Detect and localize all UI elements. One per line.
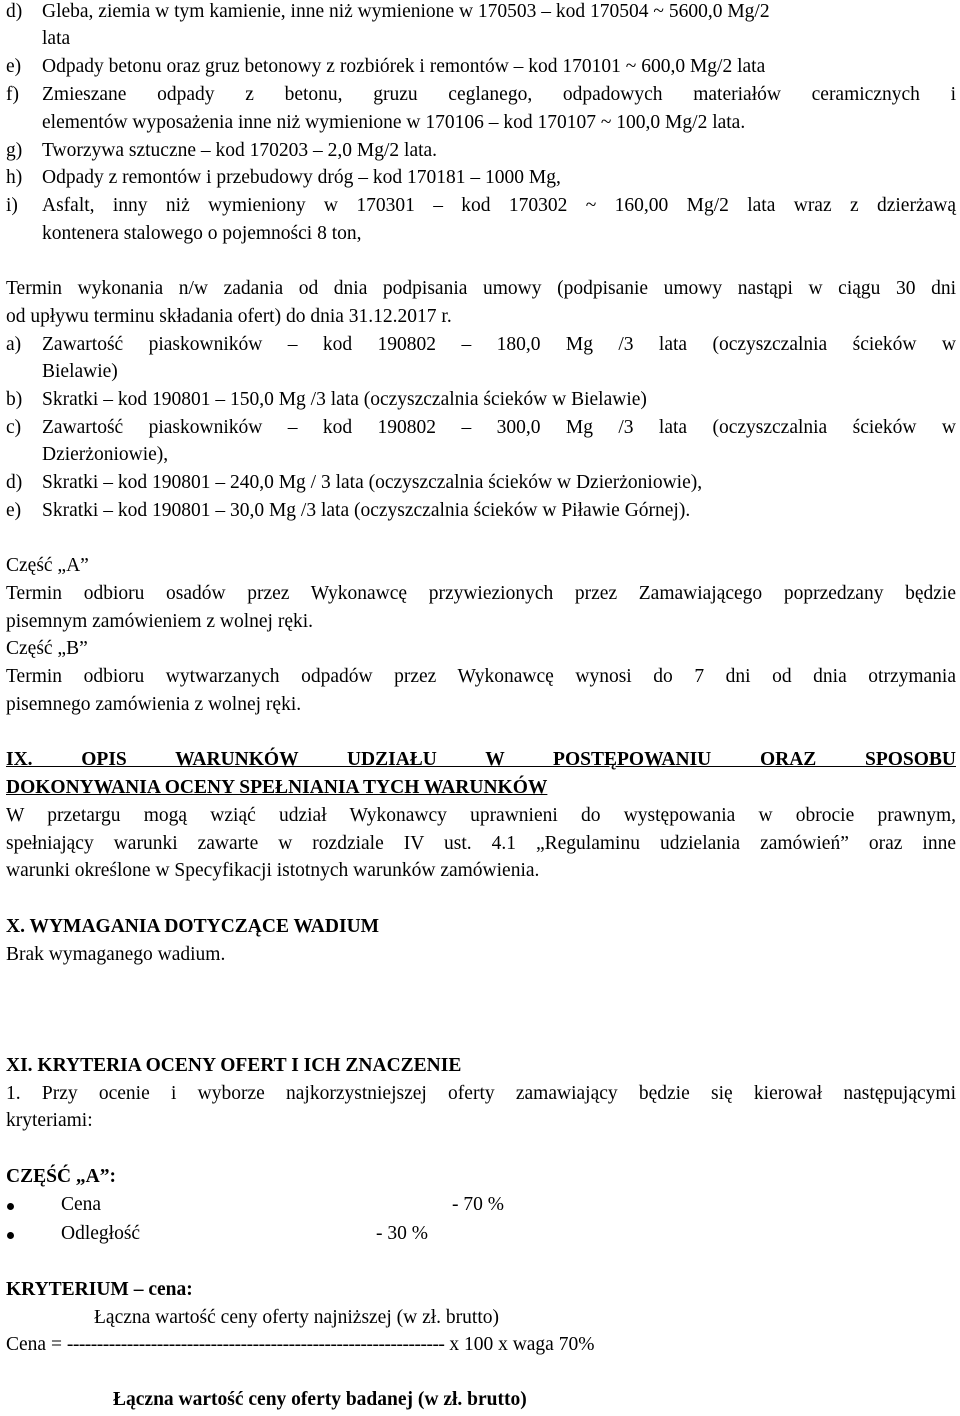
list-item-label: b)	[6, 389, 23, 410]
criterion-name: Odległość	[61, 1223, 141, 1244]
czesc-a-title: Część „A”	[6, 555, 89, 576]
list-item-text: Skratki – kod 190801 – 240,0 Mg / 3 lata (oczyszczalnia ścieków w Dzierżoniowie),	[42, 472, 703, 493]
list-item-text: Odpady z remontów i przebudowy dróg – kod 170181 – 1000 Mg,	[42, 167, 561, 188]
kryterium-title: KRYTERIUM – cena:	[6, 1279, 193, 1300]
termin-line: Termin wykonania n/w zadania od dnia podpisania umowy (podpisanie umowy nastąpi w ciągu 30 dni	[6, 278, 956, 299]
list-item-text: Skratki – kod 190801 – 30,0 Mg /3 lata (oczyszczalnia ścieków w Piławie Górnej).	[42, 500, 691, 521]
section-9-heading: IX. OPIS WARUNKÓW UDZIAŁU W POSTĘPOWANIU ORAZ SPOSOBU	[6, 749, 956, 770]
bullet-icon	[7, 1203, 14, 1210]
criterion-weight: - 70 %	[452, 1194, 504, 1215]
list-item-text: Asfalt, inny niż wymieniony w 170301 – kod 170302 ~ 160,00 Mg/2 lata wraz z dzierżawą	[42, 195, 956, 216]
section-9-text: warunki określone w Specyfikacji istotnych warunków zamówienia.	[6, 860, 540, 881]
list-item-text: Zmieszane odpady z betonu, gruzu ceglanego, odpadowych materiałów ceramicznych i	[42, 84, 956, 105]
list-item-label: d)	[6, 472, 23, 493]
list-item-label: f)	[6, 84, 19, 105]
section-11-text: 1. Przy ocenie i wyborze najkorzystniejszej oferty zamawiający będzie się kierował następującymi	[6, 1083, 956, 1104]
czesc-a-text: Termin odbioru osadów przez Wykonawcę przywiezionych przez Zamawiającego poprzedzany będzie	[6, 583, 956, 604]
czesc-b-text: Termin odbioru wytwarzanych odpadów przez Wykonawcę wynosi do 7 dni od dnia otrzymania	[6, 666, 956, 687]
czesc-b-title: Część „B”	[6, 638, 88, 659]
list-item-text: elementów wyposażenia inne niż wymienione w 170106 – kod 170107 ~ 100,0 Mg/2 lata.	[42, 112, 746, 133]
section-9-text: W przetargu mogą wziąć udział Wykonawcy uprawnieni do występowania w obrocie prawnym,	[6, 805, 956, 826]
list-item-text: Zawartość piaskowników – kod 190802 – 180,0 Mg /3 lata (oczyszczalnia ścieków w	[42, 334, 956, 355]
formula-line	[6, 1331, 594, 1359]
list-item-label: c)	[6, 417, 22, 438]
list-item-label: d)	[6, 1, 23, 22]
termin-line: od upływu terminu składania ofert) do dnia 31.12.2017 r.	[6, 306, 452, 327]
list-item-text: lata	[42, 28, 71, 49]
section-9-heading: DOKONYWANIA OCENY SPEŁNIANIA TYCH WARUNKÓW	[6, 777, 548, 798]
list-item-text: Gleba, ziemia w tym kamienie, inne niż wymienione w 170503 – kod 170504 ~ 5600,0 Mg/2	[42, 1, 770, 22]
formula-fraction-bar: ---------------------------------------------------------------	[66, 1334, 445, 1355]
formula-denominator: Łączna wartość ceny oferty badanej (w zł. brutto)	[113, 1389, 527, 1410]
list-item-label: h)	[6, 167, 23, 188]
formula-left: Cena =	[6, 1334, 67, 1355]
list-item-label: e)	[6, 56, 22, 77]
list-item-text: Bielawie)	[42, 361, 118, 382]
section-10-heading: X. WYMAGANIA DOTYCZĄCE WADIUM	[6, 916, 380, 937]
list-item-label: i)	[6, 195, 18, 216]
czesc-a-criteria-title: CZĘŚĆ „A”:	[6, 1166, 116, 1187]
section-11-text: kryteriami:	[6, 1110, 93, 1131]
list-item-label: e)	[6, 500, 22, 521]
list-item-label: g)	[6, 140, 23, 161]
list-item-text: kontenera stalowego o pojemności 8 ton,	[42, 223, 362, 244]
section-11-heading: XI. KRYTERIA OCENY OFERT I ICH ZNACZENIE	[6, 1055, 462, 1076]
list-item-text: Tworzywa sztuczne – kod 170203 – 2,0 Mg/2 lata.	[42, 140, 438, 161]
list-item-text: Odpady betonu oraz gruz betonowy z rozbiórek i remontów – kod 170101 ~ 600,0 Mg/2 lata	[42, 56, 766, 77]
formula-right: x 100 x waga 70%	[444, 1334, 595, 1355]
criterion-weight: - 30 %	[376, 1223, 428, 1244]
section-9-text: spełniający warunki zawarte w rozdziale IV ust. 4.1 „Regulaminu udzielania zamówień” oraz inne	[6, 833, 956, 854]
czesc-b-text: pisemnego zamówienia z wolnej ręki.	[6, 694, 302, 715]
list-item-label: a)	[6, 334, 22, 355]
czesc-a-text: pisemnym zamówieniem z wolnej ręki.	[6, 611, 314, 632]
list-item-text: Zawartość piaskowników – kod 190802 – 300,0 Mg /3 lata (oczyszczalnia ścieków w	[42, 417, 956, 438]
list-item-text: Dzierżoniowie),	[42, 444, 169, 465]
criterion-name: Cena	[61, 1194, 102, 1215]
list-item-text: Skratki – kod 190801 – 150,0 Mg /3 lata (oczyszczalnia ścieków w Bielawie)	[42, 389, 647, 410]
section-10-text: Brak wymaganego wadium.	[6, 944, 226, 965]
bullet-icon	[7, 1232, 14, 1239]
formula-numerator: Łączna wartość ceny oferty najniższej (w zł. brutto)	[94, 1307, 499, 1328]
